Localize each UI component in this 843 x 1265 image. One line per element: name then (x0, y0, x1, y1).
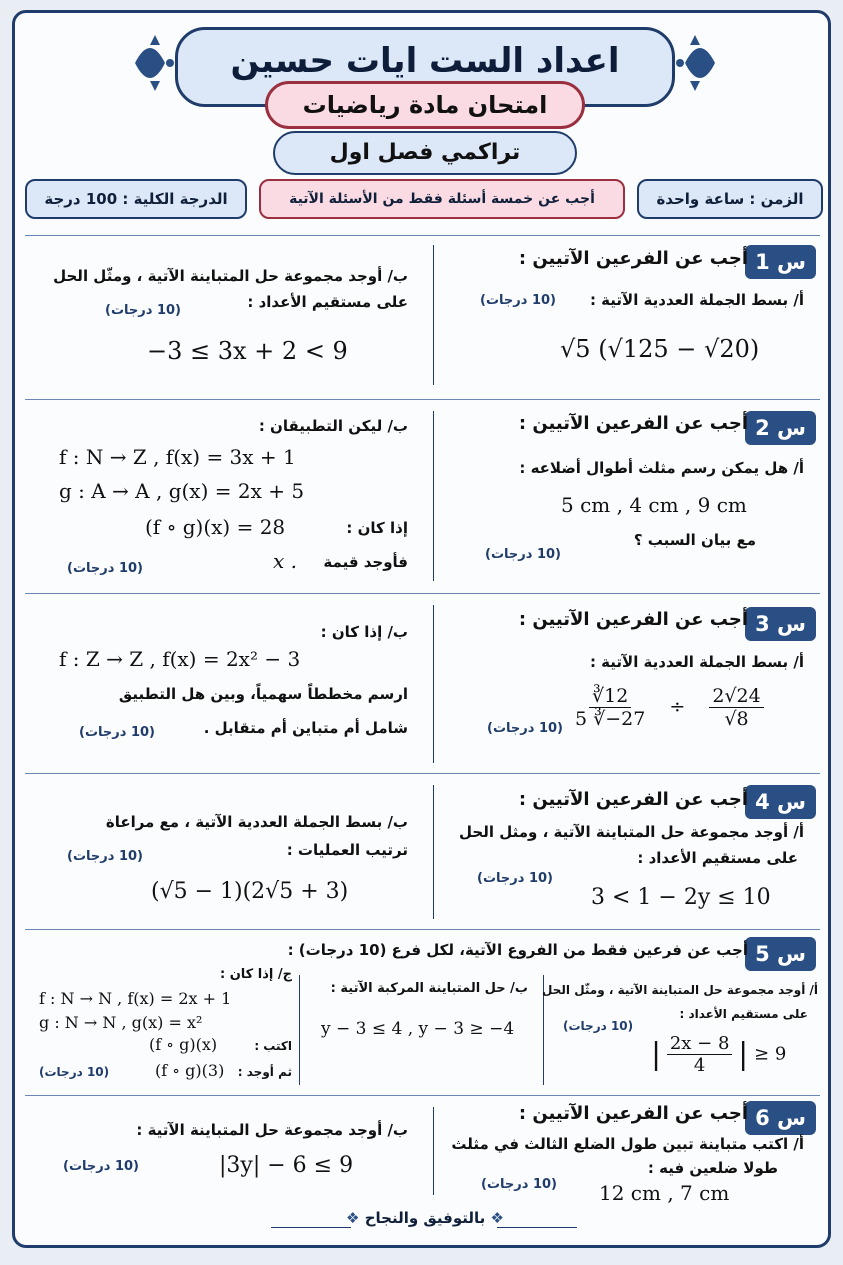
q4-a-marks: (10 درجات) (477, 871, 553, 886)
column-divider (433, 245, 434, 385)
q2-a-math: 5 cm , 4 cm , 9 cm (561, 493, 747, 517)
q5-b-math: y − 3 ≤ 4 , y − 3 ≥ −4 (321, 1019, 515, 1039)
q3-fraction-1-num: ∛12 (589, 685, 631, 708)
question-5-badge: س 5 (745, 937, 816, 971)
q2-b-find: فأوجد قيمة (323, 553, 408, 571)
q2-b-marks: (10 درجات) (67, 561, 143, 576)
q2-a-marks: (10 درجات) (485, 547, 561, 562)
divider (25, 929, 820, 930)
q4-b-text1: ب/ بسط الجملة العددية الآتية ، مع مراعاة (105, 813, 408, 831)
q5-c-math2: g : N → N , g(x) = x² (39, 1013, 203, 1032)
q3-b-math: f : Z → Z , f(x) = 2x² − 3 (59, 647, 301, 671)
footer-line-right (497, 1227, 577, 1228)
time-box: الزمن : ساعة واحدة (637, 179, 823, 219)
column-divider (433, 411, 434, 581)
q2-a-text: أ/ هل يمكن رسم مثلث أطوال أضلاعه : (519, 459, 804, 477)
q3-a-text: أ/ بسط الجملة العددية الآتية : (589, 653, 804, 671)
q2-b-if: إذا كان : (346, 519, 408, 537)
q2-b-math2: g : A → A , g(x) = 2x + 5 (59, 479, 305, 503)
q5-a-marks: (10 درجات) (563, 1019, 634, 1033)
q5-c-math4: (f ∘ g)(3) (155, 1061, 225, 1080)
question-6-badge: س 6 (745, 1101, 816, 1135)
q3-a-expression (575, 685, 764, 730)
question-1-badge: س 1 (745, 245, 816, 279)
q2-b-var: x . (273, 549, 297, 573)
q3-b-text2: ارسم مخططاً سهمياً، وبين هل التطبيق (118, 685, 408, 703)
q1-heading: أجب عن الفرعين الآتيين : (518, 248, 748, 269)
footer-line-left (271, 1227, 351, 1228)
q6-a-text1: أ/ اكتب متباينة تبين طول الضلع الثالث في مثلث (451, 1135, 804, 1153)
q1-a-math: √5 (√125 − √20) (560, 335, 760, 363)
q3-a-marks: (10 درجات) (487, 721, 563, 736)
footer-wish (265, 1209, 585, 1227)
q2-b-text: ب/ ليكن التطبيقان : (258, 417, 408, 435)
divider (25, 593, 820, 594)
subject-title: امتحان مادة رياضيات (302, 91, 548, 119)
divider (25, 235, 820, 236)
q2-b-math1: f : N → Z , f(x) = 3x + 1 (59, 445, 296, 469)
q5-a-math: | $\frac{2x - 8}{4}$ | ≥ 9 (651, 1033, 787, 1076)
footer-ornament-icon: ❖ (490, 1209, 504, 1227)
q6-b-math: |3y| − 6 ≤ 9 (219, 1153, 354, 1178)
q4-a-text2: على مستقيم الأعداد : (637, 849, 798, 867)
q5-a-fraction (667, 1033, 733, 1076)
q6-a-math: 12 cm , 7 cm (599, 1181, 730, 1205)
q4-a-math: 3 < 1 − 2y ≤ 10 (591, 885, 771, 910)
q5-a-text2: على مستقيم الأعداد : (679, 1007, 808, 1021)
q6-heading: أجب عن الفرعين الآتيين : (518, 1103, 748, 1124)
divider (25, 399, 820, 400)
q5-a-num: 2x − 8 (667, 1033, 733, 1055)
q1-b-marks: (10 درجات) (105, 303, 181, 318)
q2-b-math3: (f ∘ g)(x) = 28 (145, 515, 286, 539)
q2-a-text2: مع بيان السبب ؟ (633, 531, 756, 549)
exam-page (12, 10, 831, 1248)
q5-c-marks: (10 درجات) (39, 1065, 110, 1079)
q3-fraction-2-num: 2√24 (709, 685, 763, 708)
footer-text: بالتوفيق والنجاح (364, 1209, 486, 1227)
q5-heading: أجب عن فرعين فقط من الفروع الآتية، لكل فرع (10 درجات) : (287, 941, 748, 959)
q5-c-text: ج/ إذا كان : (219, 967, 292, 982)
q3-fraction-1 (575, 685, 645, 730)
q6-a-text2: طولا ضلعين فيه : (647, 1159, 778, 1177)
q4-heading: أجب عن الفرعين الآتيين : (518, 789, 748, 810)
q3-fraction-2-den: √8 (724, 708, 749, 730)
q1-b-text2: على مستقيم الأعداد : (247, 293, 408, 311)
q5-c-math1: f : N → N , f(x) = 2x + 1 (39, 989, 232, 1008)
q3-fraction-1-den: 5 ∛−27 (575, 708, 646, 730)
question-4-badge: س 4 (745, 785, 816, 819)
q5-a-rhs: ≥ 9 (754, 1043, 787, 1065)
q4-b-math: (√5 − 1)(2√5 + 3) (151, 879, 349, 904)
q6-b-text: ب/ أوجد مجموعة حل المتباينة الآتية : (136, 1121, 408, 1139)
q5-a-text1: أ/ أوجد مجموعة حل المتباينة الآتية ، ومثّل الحل (542, 983, 818, 997)
q5-b-text: ب/ حل المتباينة المركبة الآتية : (330, 981, 528, 996)
column-divider (299, 975, 300, 1085)
divider (25, 1095, 820, 1096)
q5-c-then: ثم أوجد : (237, 1065, 292, 1079)
q1-a-text: أ/ بسط الجملة العددية الآتية : (589, 291, 804, 309)
column-divider (433, 605, 434, 763)
column-divider (433, 1107, 434, 1195)
footer-ornament-icon: ❖ (346, 1209, 360, 1227)
term-title: تراكمي فصل اول (329, 140, 521, 165)
right-ornament-icon (675, 33, 725, 93)
divider (25, 773, 820, 774)
column-divider (433, 785, 434, 919)
q3-b-marks: (10 درجات) (79, 725, 155, 740)
q6-a-marks: (10 درجات) (481, 1177, 557, 1192)
q1-b-text1: ب/ أوجد مجموعة حل المتباينة الآتية ، ومثّل الحل (53, 267, 408, 285)
q4-a-text1: أ/ أوجد مجموعة حل المتباينة الآتية ، ومثل الحل (459, 823, 804, 841)
left-ornament-icon (125, 33, 175, 93)
q3-heading: أجب عن الفرعين الآتيين : (518, 609, 748, 630)
q3-b-text: ب/ إذا كان : (320, 623, 408, 641)
q1-a-marks: (10 درجات) (480, 293, 556, 308)
instructions-box: أجب عن خمسة أسئلة فقط من الأسئلة الآتية (259, 179, 625, 219)
q1-b-math: −3 ≤ 3x + 2 < 9 (147, 337, 348, 365)
q4-b-text2: ترتيب العمليات : (286, 841, 408, 859)
question-3-badge: س 3 (745, 607, 816, 641)
q5-c-math3: (f ∘ g)(x) (149, 1035, 218, 1054)
q4-b-marks: (10 درجات) (67, 849, 143, 864)
q3-b-text3: شامل أم متباين أم متقابل . (203, 719, 408, 737)
subject-banner (265, 81, 585, 129)
q3-operator: ÷ (669, 695, 686, 718)
total-marks-box: الدرجة الكلية : 100 درجة (25, 179, 247, 219)
page-title: اعداد الست ايات حسين (230, 41, 620, 81)
q2-heading: أجب عن الفرعين الآتيين : (518, 413, 748, 434)
q3-fraction-2 (709, 685, 763, 730)
q6-b-marks: (10 درجات) (63, 1159, 139, 1174)
q5-a-den: 4 (693, 1055, 706, 1076)
q5-c-write: اكتب : (254, 1039, 292, 1053)
term-banner (273, 131, 577, 175)
question-2-badge: س 2 (745, 411, 816, 445)
